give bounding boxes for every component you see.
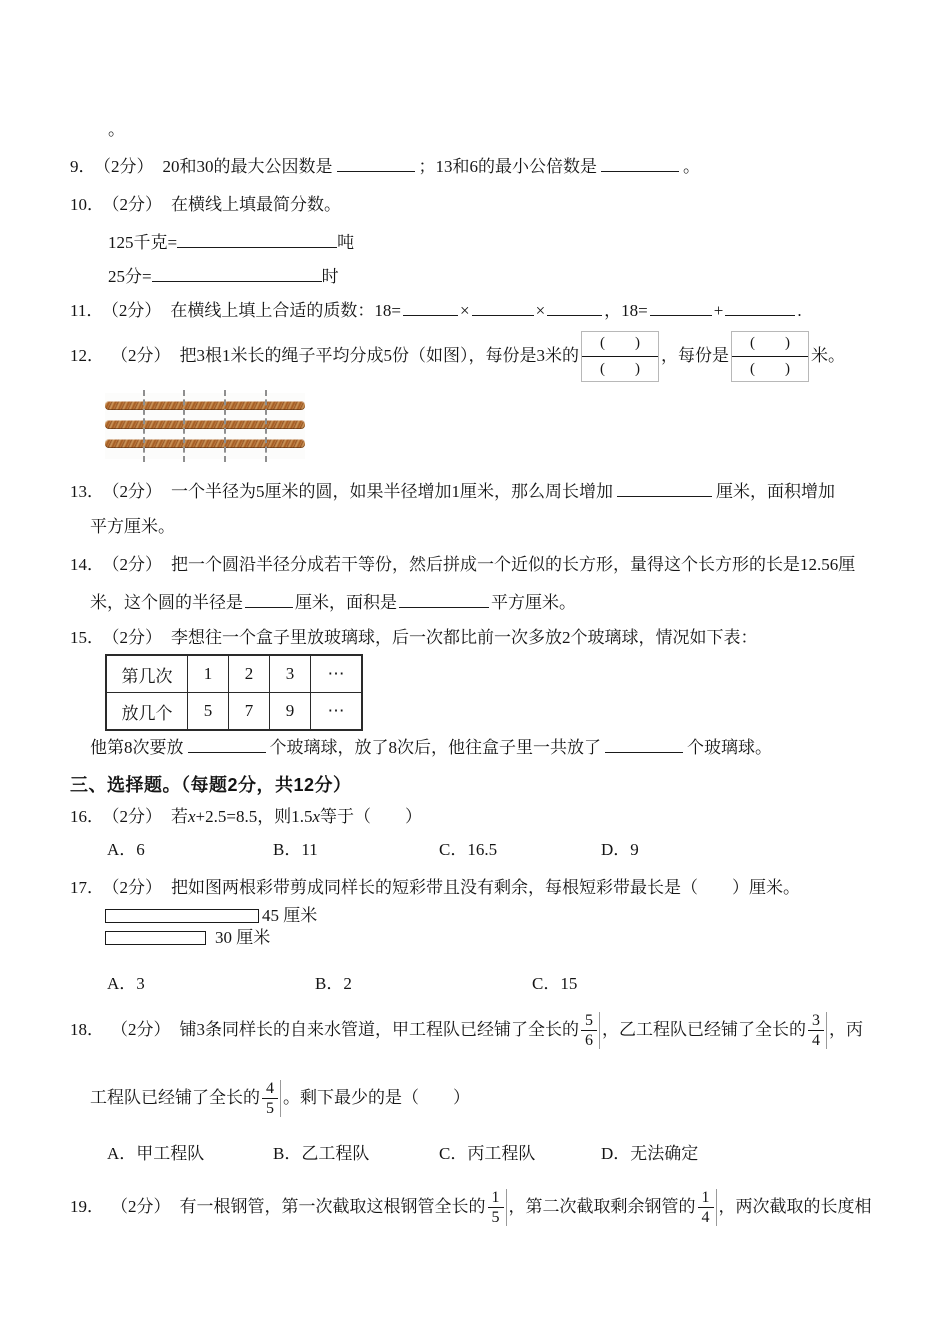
fraction-numerator: 3 bbox=[808, 1012, 824, 1031]
blank-underline bbox=[403, 300, 458, 316]
fraction-denominator: ( ) bbox=[600, 360, 640, 377]
question-text: 把3根1米长的绳子平均分成5份（如图），每份是3米的 bbox=[179, 346, 579, 365]
fraction-numerator: 1 bbox=[698, 1189, 714, 1208]
fraction-box bbox=[581, 331, 659, 382]
blank-underline bbox=[399, 592, 489, 608]
question-text: 在横线上填上合适的质数：18= bbox=[170, 301, 401, 320]
blank-underline bbox=[725, 300, 795, 316]
score-label: （2分） bbox=[102, 157, 154, 176]
question-text: 个玻璃球。 bbox=[687, 738, 772, 757]
ribbons-figure bbox=[105, 905, 902, 949]
option-a: A．甲工程队 bbox=[107, 1144, 205, 1163]
question-text: 20和30的最大公因数是 bbox=[162, 157, 333, 176]
fraction-denominator: ( ) bbox=[750, 360, 790, 377]
question-16-options bbox=[70, 840, 902, 860]
score-label: （2分） bbox=[110, 301, 162, 320]
question-text: 若 bbox=[171, 807, 188, 826]
blank-underline bbox=[601, 156, 679, 172]
option-b: B．乙工程队 bbox=[273, 1144, 370, 1163]
question-number: 11． bbox=[70, 301, 104, 320]
question-text: ，丙 bbox=[829, 1020, 863, 1039]
option-c: C．丙工程队 bbox=[439, 1144, 536, 1163]
fraction-numerator: 5 bbox=[581, 1012, 597, 1031]
multiply-sign: × bbox=[459, 301, 470, 320]
table-cell: 第几次 bbox=[106, 655, 188, 693]
question-17-options bbox=[70, 974, 902, 994]
table-row bbox=[106, 693, 362, 731]
ribbon-label: 45 厘米 bbox=[262, 906, 318, 925]
question-text: 平方厘米。 bbox=[491, 593, 576, 612]
fraction-denominator: 4 bbox=[812, 1031, 820, 1049]
ribbon-row bbox=[105, 927, 902, 949]
section-title: 三、选择题。（每题2分，共12分） bbox=[70, 775, 352, 795]
fraction-numerator: 4 bbox=[262, 1080, 278, 1099]
question-18-line-2 bbox=[70, 1072, 902, 1124]
option-a: A．6 bbox=[107, 840, 145, 859]
question-text: ，两次截取的长度相 bbox=[718, 1197, 872, 1216]
option-d: D．无法确定 bbox=[601, 1144, 699, 1163]
cut-line bbox=[265, 390, 267, 462]
blank-underline bbox=[605, 737, 683, 753]
score-label: （2分） bbox=[111, 555, 162, 574]
question-18 bbox=[70, 1004, 902, 1056]
question-text: 25分= bbox=[108, 267, 152, 286]
question-text: 有一根钢管，第一次截取这根钢管全长的 bbox=[179, 1197, 486, 1216]
fraction-denominator: 4 bbox=[701, 1208, 710, 1226]
period-text: 。 bbox=[108, 120, 125, 139]
question-text: ，乙工程队已经铺了全长的 bbox=[602, 1020, 806, 1039]
question-14-line-2 bbox=[70, 592, 902, 613]
fraction-numerator: ( ) bbox=[582, 332, 658, 357]
blank-underline bbox=[188, 737, 266, 753]
fraction-numerator: ( ) bbox=[732, 332, 808, 357]
question-text: 。 bbox=[683, 157, 700, 176]
question-text: +2.5=8.5，则1.5 bbox=[195, 807, 313, 826]
blank-underline bbox=[617, 481, 712, 497]
fraction-denominator: 6 bbox=[585, 1031, 593, 1049]
fraction bbox=[262, 1080, 281, 1117]
cut-line bbox=[183, 390, 185, 462]
question-text: 把如图两根彩带剪成同样长的短彩带且没有剩余，每根短彩带最长是（ ）厘米。 bbox=[171, 878, 800, 897]
question-15-line-2 bbox=[70, 737, 902, 758]
question-number: 18． bbox=[70, 1020, 104, 1039]
fraction bbox=[808, 1012, 827, 1049]
question-number: 17． bbox=[70, 878, 104, 897]
question-18-options bbox=[70, 1144, 902, 1164]
option-c: C．16.5 bbox=[439, 840, 498, 859]
question-19 bbox=[70, 1181, 902, 1233]
question-number: 16． bbox=[70, 807, 104, 826]
question-text: ；13和6的最小公倍数是 bbox=[418, 157, 597, 176]
question-text: 吨 bbox=[337, 233, 355, 252]
question-text: 把一个圆沿半径分成若干等份，然后拼成一个近似的长方形，量得这个长方形的长是12.56厘 bbox=[171, 555, 856, 574]
question-10-line-kg bbox=[70, 232, 902, 253]
option-b: B．11 bbox=[273, 840, 318, 859]
fraction-numerator: 1 bbox=[488, 1189, 504, 1208]
question-12 bbox=[70, 327, 902, 385]
fraction-box bbox=[731, 331, 809, 382]
question-14 bbox=[70, 555, 902, 575]
blank-underline bbox=[337, 156, 415, 172]
rope bbox=[105, 401, 305, 410]
question-9 bbox=[70, 156, 902, 177]
question-number: 19． bbox=[70, 1197, 104, 1216]
question-text: . bbox=[797, 301, 802, 320]
blank-underline bbox=[650, 300, 712, 316]
table-cell: ⋯ bbox=[311, 655, 363, 693]
question-text: 铺3条同样长的自来水管道，甲工程队已经铺了全长的 bbox=[179, 1020, 579, 1039]
table-cell: 7 bbox=[229, 693, 270, 731]
table-row bbox=[106, 655, 362, 693]
glass-balls-table bbox=[105, 654, 363, 731]
variable-x: x bbox=[188, 807, 196, 826]
plus-sign: + bbox=[713, 301, 724, 320]
option-a: A．3 bbox=[107, 974, 145, 993]
question-13 bbox=[70, 481, 902, 502]
ribbon-bar-30 bbox=[105, 931, 206, 945]
variable-x: x bbox=[312, 807, 321, 826]
blank-underline bbox=[547, 300, 602, 316]
question-number: 10． bbox=[70, 195, 104, 214]
question-number: 9． bbox=[70, 157, 96, 176]
score-label: （2分） bbox=[111, 807, 162, 826]
table-cell: 放几个 bbox=[106, 693, 188, 731]
question-text: 一个半径为5厘米的圆，如果半径增加1厘米，那么周长增加 bbox=[171, 482, 613, 501]
question-number: 15． bbox=[70, 628, 104, 647]
question-text: 。剩下最少的是（ ） bbox=[283, 1088, 470, 1107]
question-text: 厘米，面积是 bbox=[295, 593, 397, 612]
previous-question-tail bbox=[70, 120, 902, 140]
cut-line bbox=[143, 390, 145, 462]
question-text: 米。 bbox=[811, 346, 845, 365]
rope bbox=[105, 439, 305, 448]
blank-underline bbox=[152, 266, 322, 282]
score-label: （2分） bbox=[111, 195, 162, 214]
table-cell: 1 bbox=[188, 655, 229, 693]
blank-underline bbox=[177, 232, 337, 248]
question-text: 等于（ ） bbox=[320, 807, 423, 826]
blank-underline bbox=[245, 592, 293, 608]
table-cell: 2 bbox=[229, 655, 270, 693]
question-text: 平方厘米。 bbox=[90, 517, 175, 536]
question-text: 时 bbox=[321, 267, 339, 286]
question-17 bbox=[70, 878, 902, 898]
score-label: （2分） bbox=[111, 482, 162, 501]
option-b: B．2 bbox=[315, 974, 352, 993]
question-text: ，18= bbox=[604, 301, 648, 320]
question-15 bbox=[70, 628, 902, 648]
section-heading bbox=[70, 775, 902, 795]
fraction bbox=[581, 1012, 600, 1049]
question-10 bbox=[70, 195, 902, 215]
score-label: （2分） bbox=[111, 1197, 171, 1216]
question-text: 125千克= bbox=[108, 233, 178, 252]
question-text: 他第8次要放 bbox=[90, 738, 184, 757]
score-label: （2分） bbox=[111, 878, 162, 897]
fraction-denominator: 5 bbox=[491, 1208, 500, 1226]
ribbon-row bbox=[105, 905, 902, 927]
fraction bbox=[698, 1189, 717, 1226]
rope bbox=[105, 420, 305, 429]
question-10-line-min bbox=[70, 266, 902, 287]
question-13-line-2 bbox=[70, 517, 902, 537]
question-text: 李想往一个盒子里放玻璃球，后一次都比前一次多放2个玻璃球，情况如下表： bbox=[171, 628, 758, 647]
option-c: C．15 bbox=[532, 974, 578, 993]
question-text: 在横线上填最简分数。 bbox=[171, 195, 341, 214]
score-label: （2分） bbox=[111, 346, 171, 365]
table-cell: 9 bbox=[270, 693, 311, 731]
blank-underline bbox=[472, 300, 534, 316]
ribbon-bar-45 bbox=[105, 909, 259, 923]
fraction-denominator: 5 bbox=[266, 1099, 274, 1117]
question-text: ，第二次截取剩余钢管的 bbox=[508, 1197, 696, 1216]
question-text: 个玻璃球，放了8次后，他往盒子里一共放了 bbox=[269, 738, 601, 757]
table-cell: 3 bbox=[270, 655, 311, 693]
question-11 bbox=[70, 300, 902, 321]
question-text: ，每份是 bbox=[661, 346, 729, 365]
question-number: 12． bbox=[70, 346, 104, 365]
score-label: （2分） bbox=[111, 628, 162, 647]
question-text: 厘米，面积增加 bbox=[716, 482, 835, 501]
table-cell: 5 bbox=[188, 693, 229, 731]
table-cell: ⋯ bbox=[311, 693, 363, 731]
score-label: （2分） bbox=[111, 1020, 171, 1039]
question-number: 13． bbox=[70, 482, 104, 501]
ropes-figure bbox=[105, 393, 305, 459]
cut-line bbox=[224, 390, 226, 462]
question-text: 工程队已经铺了全长的 bbox=[90, 1088, 260, 1107]
fraction bbox=[488, 1189, 507, 1226]
multiply-sign: × bbox=[535, 301, 546, 320]
option-d: D．9 bbox=[601, 840, 639, 859]
question-text: 米，这个圆的半径是 bbox=[90, 593, 243, 612]
ribbon-label: 30 厘米 bbox=[215, 928, 271, 947]
question-16 bbox=[70, 807, 902, 827]
question-number: 14． bbox=[70, 555, 104, 574]
